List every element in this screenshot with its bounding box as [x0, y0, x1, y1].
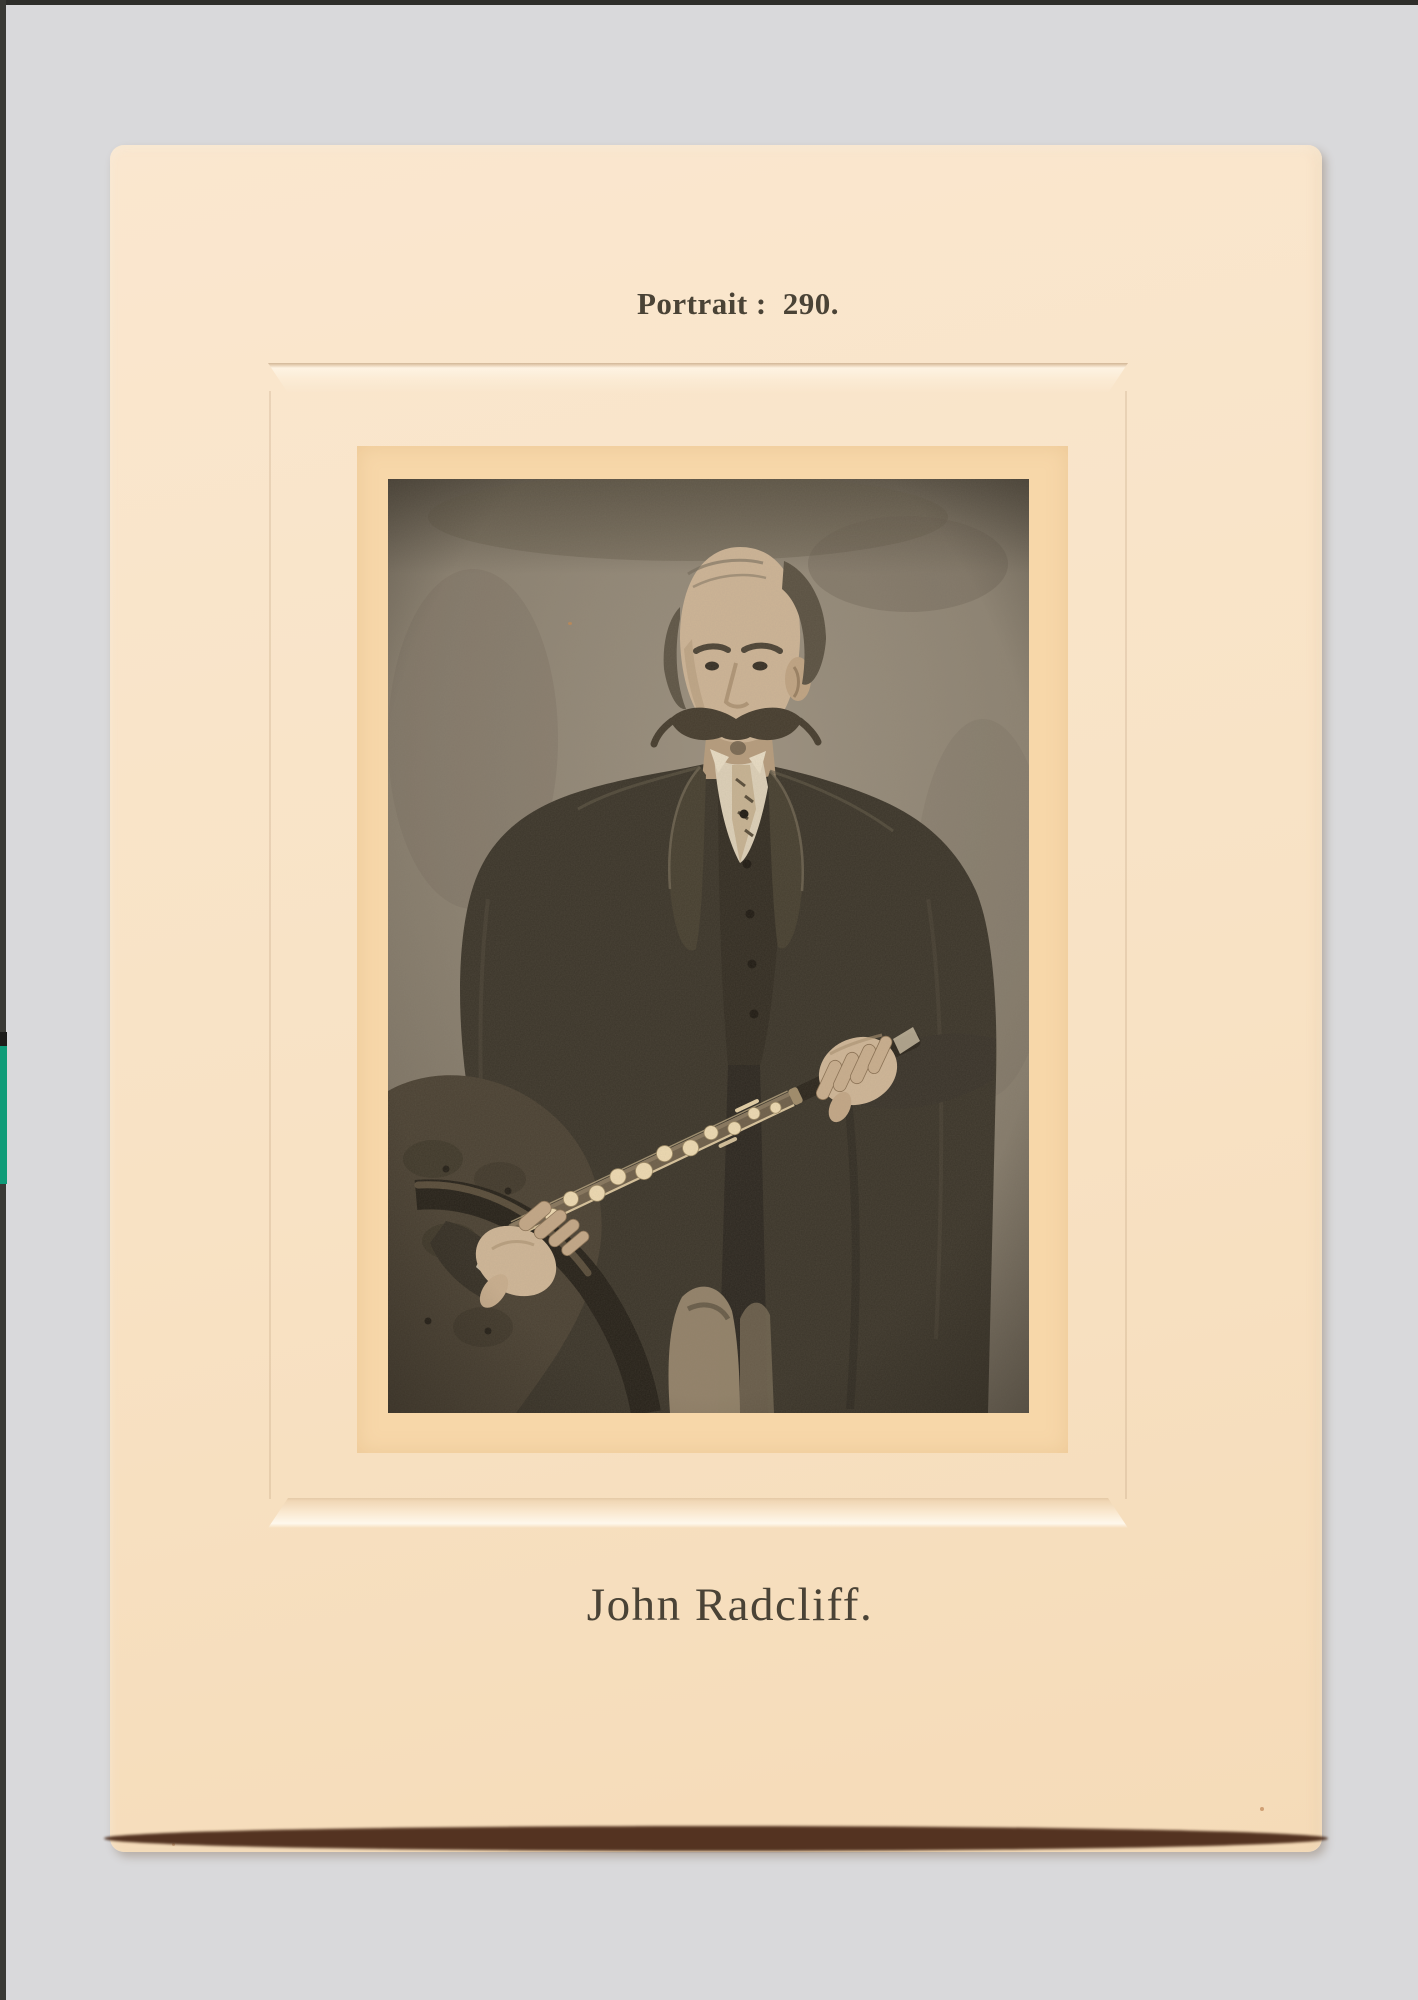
portrait-label: Portrait : — [636, 286, 767, 321]
portrait-number-heading — [132, 288, 1344, 319]
photo-mount — [357, 446, 1068, 1453]
portrait-photograph — [388, 479, 1029, 1413]
caption-text: John Radcliff. — [586, 1579, 874, 1631]
scanner-edge-left — [0, 0, 6, 2000]
foxing-speck — [1260, 1807, 1264, 1811]
emboss-groove-left — [269, 391, 271, 1499]
green-registration-strip — [0, 1046, 7, 1184]
photo-vignette — [388, 479, 1029, 1413]
scanner-edge-top — [0, 0, 1418, 5]
caption — [124, 1579, 1336, 1631]
emboss-groove-top — [268, 363, 1128, 393]
foxing-speck — [568, 622, 572, 625]
emboss-groove-bottom — [268, 1498, 1128, 1528]
card-shadow — [104, 1826, 1328, 1851]
mount-card — [110, 145, 1322, 1852]
portrait-number: 290. — [782, 286, 840, 321]
emboss-groove-right — [1125, 391, 1127, 1499]
